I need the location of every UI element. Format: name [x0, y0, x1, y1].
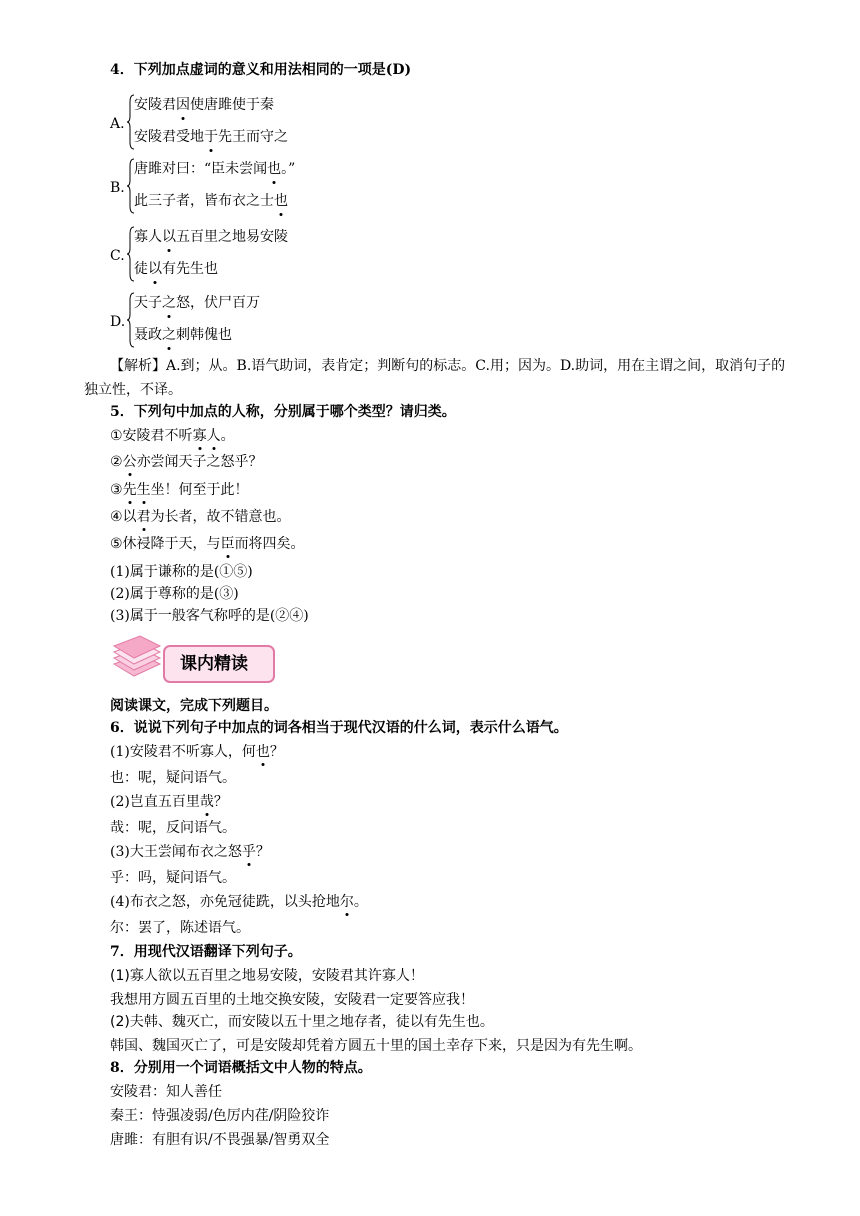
q8-line-3: 唐雎：有胆有识/不畏强暴/智勇双全 [110, 1132, 330, 1148]
option-line-1: 唐雎对曰：“臣未尝闻也。” [134, 158, 295, 180]
q7-sentence-2: (2)夫韩、魏灭亡，而安陵以五十里之地存者，徒以有先生也。 [110, 1014, 494, 1030]
q6-answer-3: 乎：吗，疑问语气。 [110, 870, 236, 886]
q5-answer-1: (1)属于谦称的是(①⑤) [110, 564, 253, 580]
option-line-2: 聂政之刺韩傀也 [134, 324, 232, 346]
option-line-1: 天子之怒，伏尸百万 [134, 292, 260, 314]
q6-answer-4: 尔：罢了，陈述语气。 [110, 920, 250, 936]
q8-line-1: 安陵君：知人善任 [110, 1084, 222, 1100]
q5-item-5: ⑤休祲降于天，与臣而将四矣。 [110, 536, 305, 552]
reading-intro: 阅读课文，完成下列题目。 [110, 698, 278, 714]
q6-title: 6．说说下列句子中加点的词各相当于现代汉语的什么词，表示什么语气。 [110, 720, 568, 736]
section-title: 课内精读 [180, 654, 248, 674]
q7-title: 7．用现代汉语翻译下列句子。 [110, 944, 302, 960]
q4-title: 4．下列加点虚词的意义和用法相同的一项是(D) [110, 62, 412, 78]
q5-item-2: ②公亦尝闻天子之怒乎？ [110, 454, 263, 470]
q5-item-3: ③先生坐！何至于此！ [110, 482, 249, 498]
q4-option-d [110, 292, 370, 352]
q7-translation-2: 韩国、魏国灭亡了，可是安陵却凭着方圆五十里的国土幸存下来，只是因为有先生啊。 [110, 1038, 642, 1054]
q4-option-c [110, 226, 370, 286]
q5-title: 5．下列句中加点的人称，分别属于哪个类型？请归类。 [110, 404, 456, 420]
option-line-2: 此三子者，皆布衣之士也 [134, 190, 288, 212]
option-line-1: 寡人以五百里之地易安陵 [134, 226, 288, 248]
option-line-2: 徒以有先生也 [134, 258, 218, 280]
q7-translation-1: 我想用方圆五百里的土地交换安陵，安陵君一定要答应我！ [110, 992, 474, 1008]
q5-item-4: ④以君为长者，故不错意也。 [110, 509, 291, 525]
q5-answer-3: (3)属于一般客气称呼的是(②④) [110, 608, 309, 624]
q4-analysis-line-2: 独立性，不译。 [84, 382, 182, 398]
section-banner [110, 634, 280, 690]
q6-answer-1: 也：呢，疑问语气。 [110, 770, 236, 786]
option-letter: C. [110, 248, 125, 264]
q4-analysis-line-1: 【解析】A.到；从。B.语气助词，表肯定；判断句的标志。C.用；因为。D.助词，用在主谓之间，取消句子的 [110, 358, 786, 374]
option-line-1: 安陵君因使唐雎使于秦 [134, 94, 274, 116]
option-line-2: 安陵君受地于先王而守之 [134, 126, 288, 148]
q5-answer-2: (2)属于尊称的是(③) [110, 586, 239, 602]
q6-question-3: (3)大王尝闻布衣之怒乎？ [110, 844, 270, 860]
q5-item-1: ①安陵君不听寡人。 [110, 428, 235, 444]
option-letter: B. [110, 180, 125, 196]
q8-line-2: 秦王：恃强凌弱/色厉内荏/阴险狡诈 [110, 1108, 330, 1124]
option-letter: A. [110, 116, 125, 132]
option-letter: D. [110, 314, 126, 330]
q7-sentence-1: (1)寡人欲以五百里之地易安陵，安陵君其许寡人！ [110, 968, 424, 984]
q6-question-1: (1)安陵君不听寡人，何也？ [110, 744, 284, 760]
q6-answer-2: 哉：呢，反问语气。 [110, 820, 236, 836]
q4-option-b [110, 158, 370, 218]
q6-question-2: (2)岂直五百里哉？ [110, 794, 228, 810]
q8-title: 8．分别用一个词语概括文中人物的特点。 [110, 1060, 372, 1076]
q4-option-a [110, 94, 370, 154]
q6-question-4: (4)布衣之怒，亦免冠徒跣，以头抢地尔。 [110, 894, 368, 910]
